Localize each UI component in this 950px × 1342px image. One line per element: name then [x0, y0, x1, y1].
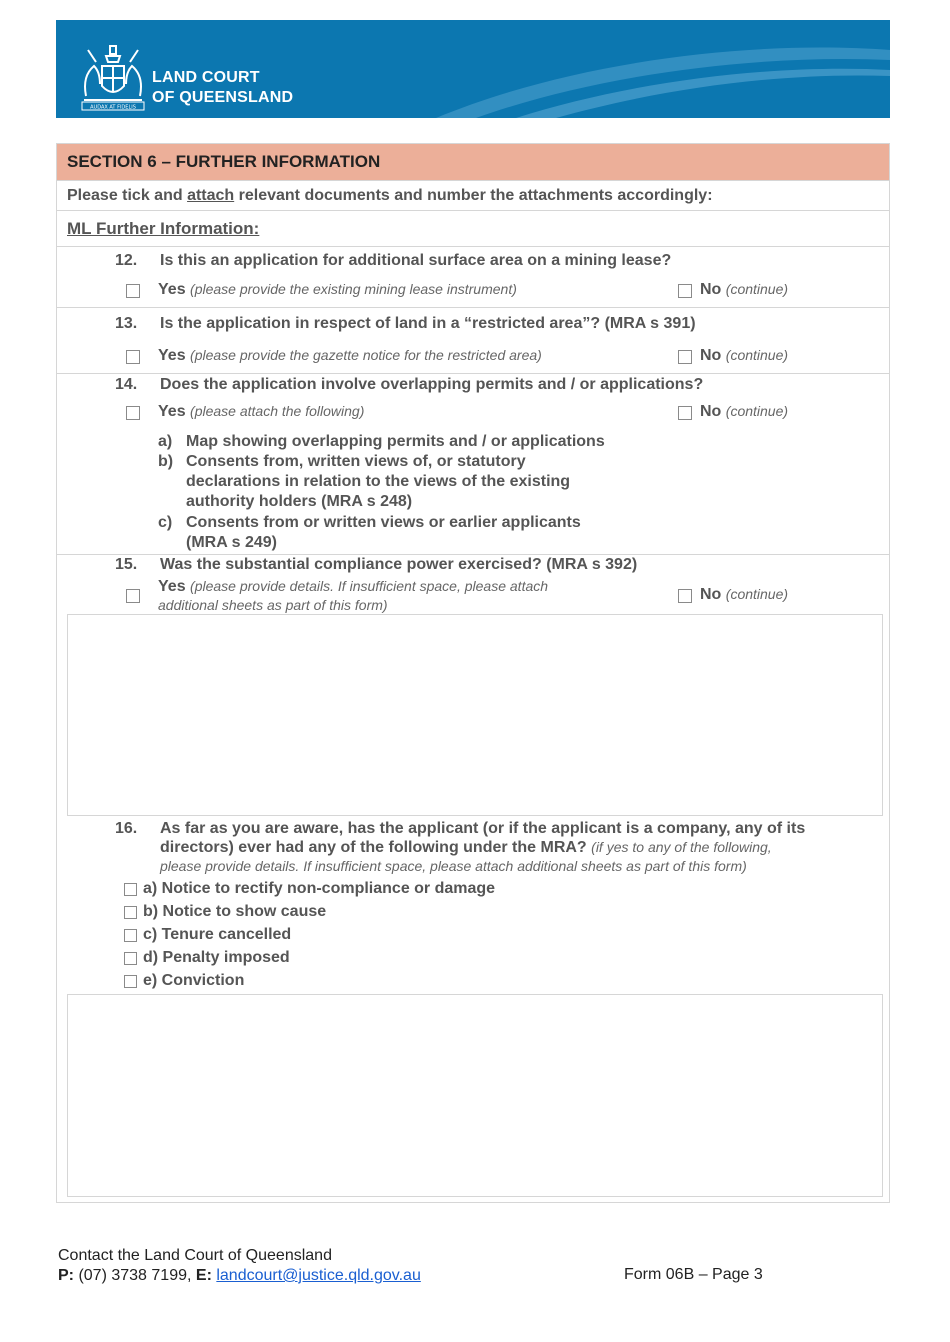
q16-option-a: a) Notice to rectify non-compliance or damage: [143, 880, 496, 897]
q14-yes-checkbox[interactable]: [126, 406, 140, 420]
court-name-line2: OF QUEENSLAND: [152, 89, 294, 106]
footer-contact: [58, 1246, 421, 1286]
q12-yes-checkbox[interactable]: [126, 284, 140, 298]
q12-no-label: No (continue): [700, 281, 789, 298]
q12-text: Is this an application for additional surface area on a mining lease?: [160, 252, 672, 269]
q12-no-checkbox[interactable]: [678, 284, 692, 298]
q15-no-checkbox[interactable]: [678, 589, 692, 603]
q16-option-b-checkbox[interactable]: [124, 906, 137, 919]
q15-details-textarea[interactable]: [67, 614, 883, 816]
instruction-text: Please tick and attach relevant documents and number the attachments accordingly:: [67, 187, 713, 204]
q16-option-d: d) Penalty imposed: [143, 949, 290, 966]
q14-no-checkbox[interactable]: [678, 406, 692, 420]
svg-text:AUDAX AT FIDELIS: AUDAX AT FIDELIS: [90, 104, 136, 111]
q15-number: 15.: [115, 556, 138, 573]
q13-no-checkbox[interactable]: [678, 350, 692, 364]
q16-option-c-checkbox[interactable]: [124, 929, 137, 942]
q14-item-a: a) Map showing overlapping permits and / or applications: [158, 433, 605, 450]
q12-number: 12.: [115, 252, 138, 269]
q16-option-d-checkbox[interactable]: [124, 952, 137, 965]
section-title: SECTION 6 – FURTHER INFORMATION: [67, 152, 381, 171]
q16-details-textarea[interactable]: [67, 994, 883, 1197]
section-header: [57, 144, 889, 181]
q16-number: 16.: [115, 820, 138, 837]
q15-no-label: No (continue): [700, 586, 789, 603]
divider: [57, 373, 889, 374]
divider: [57, 210, 889, 211]
coat-of-arms-icon: [72, 26, 154, 112]
divider: [57, 307, 889, 308]
divider: [57, 246, 889, 247]
form-section-6: [56, 143, 890, 1203]
page-reference: Form 06B – Page 3: [624, 1266, 763, 1283]
q13-number: 13.: [115, 315, 138, 332]
q16-option-a-checkbox[interactable]: [124, 883, 137, 896]
q15-yes-checkbox[interactable]: [126, 589, 140, 603]
q16-option-e-checkbox[interactable]: [124, 975, 137, 988]
q15-text: Was the substantial compliance power exercised? (MRA s 392): [160, 556, 638, 573]
q14-text: Does the application involve overlapping permits and / or applications?: [160, 376, 704, 393]
divider: [57, 554, 889, 555]
q16-option-b: b) Notice to show cause: [143, 903, 327, 920]
q14-no-label: No (continue): [700, 403, 789, 420]
q13-no-label: No (continue): [700, 347, 789, 364]
q14-yes-label: Yes (please attach the following): [158, 403, 365, 420]
court-name-line1: LAND COURT: [152, 69, 260, 86]
q15-yes-label: Yes (please provide details. If insufficient space, please attach additional sheets as part of this form): [158, 578, 549, 613]
q12-yes-label: Yes (please provide the existing mining lease instrument): [158, 281, 517, 298]
q16-text: As far as you are aware, has the applicant (or if the applicant is a company, any of its directors) ever had any of the following under the MRA? (if yes to any of the following, please provide details. If insufficient space, please attach additional sheets as part of this form): [160, 820, 806, 874]
header-banner: [56, 20, 890, 118]
q13-yes-label: Yes (please provide the gazette notice for the restricted area): [158, 347, 542, 364]
q13-text: Is the application in respect of land in a “restricted area”? (MRA s 391): [160, 315, 696, 332]
q16-option-e: e) Conviction: [143, 972, 245, 989]
q14-number: 14.: [115, 376, 138, 393]
q14-item-b: b) Consents from, written views of, or statutory declarations in relation to the views of the existing authority holders (MRA s 248): [158, 453, 571, 510]
subheading: ML Further Information:: [67, 219, 260, 238]
footer-contact-line: P: (07) 3738 7199, E: landcourt@justice.qld.gov.au: [58, 1267, 421, 1284]
q13-yes-checkbox[interactable]: [126, 350, 140, 364]
footer-contact-title: Contact the Land Court of Queensland: [58, 1247, 332, 1264]
q14-item-c: c) Consents from or written views or earlier applicants (MRA s 249): [158, 514, 581, 551]
email-link[interactable]: landcourt@justice.qld.gov.au: [216, 1267, 421, 1284]
court-name: [152, 68, 293, 108]
q16-option-c: c) Tenure cancelled: [143, 926, 292, 943]
